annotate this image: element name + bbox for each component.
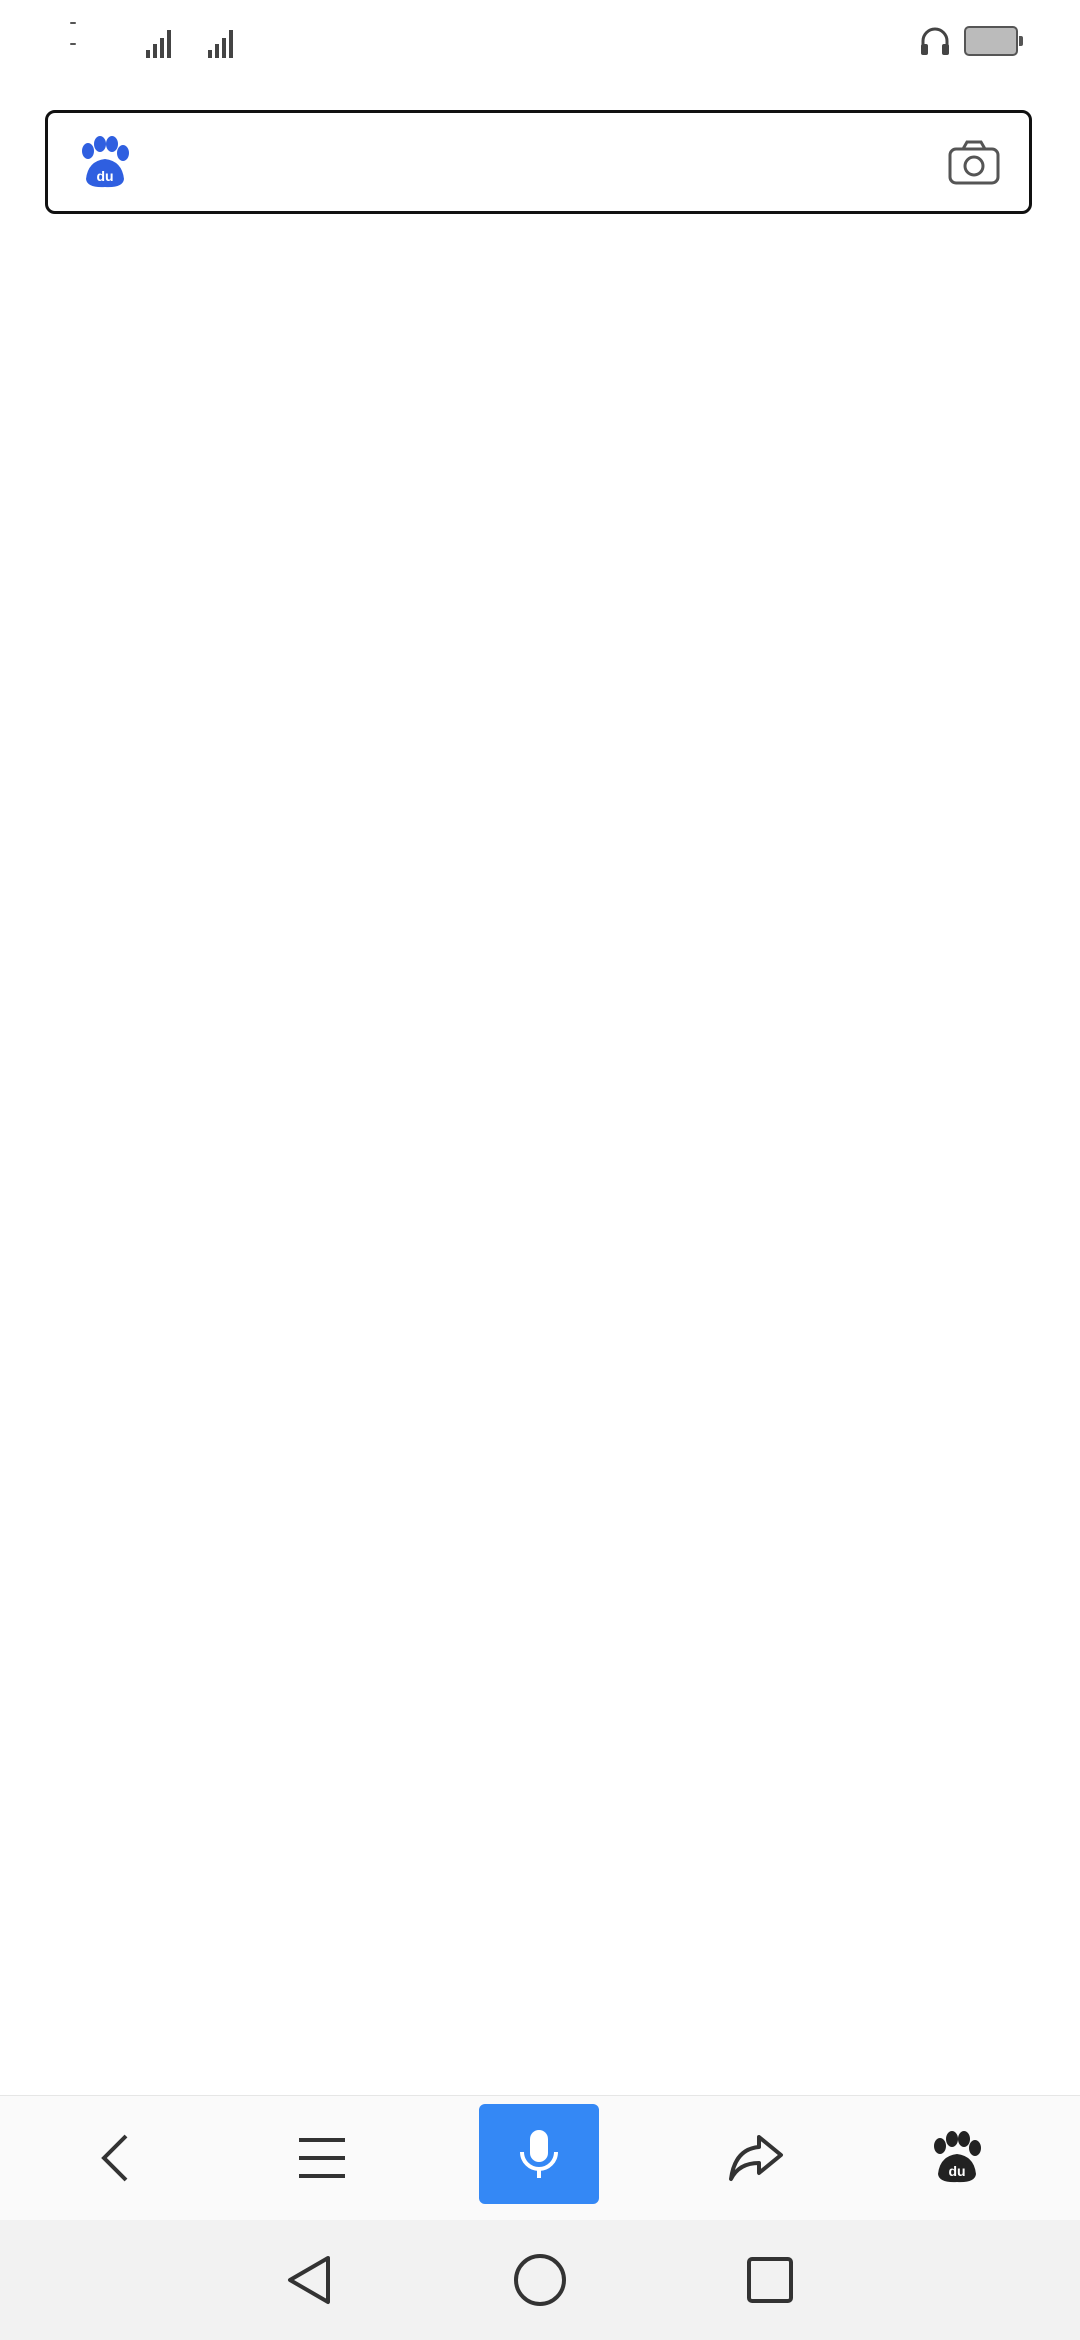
status-right [918, 24, 1030, 58]
system-navigation-bar [0, 2220, 1080, 2340]
system-home-button[interactable] [505, 2245, 575, 2315]
camera-icon[interactable] [947, 139, 1001, 187]
browser-toolbar [0, 2095, 1080, 2221]
svg-text:du: du [948, 2163, 966, 2179]
menu-icon [297, 2136, 347, 2180]
nav-recent-square-icon [745, 2255, 795, 2305]
sim-indicators [70, 18, 76, 60]
site-nav [82, 270, 162, 299]
baidu-paw-icon [76, 135, 132, 191]
system-back-button[interactable] [274, 2245, 344, 2315]
voice-search-button[interactable] [479, 2104, 599, 2204]
menu-button[interactable] [272, 2108, 372, 2208]
search-box[interactable] [45, 110, 1032, 214]
back-button[interactable] [66, 2108, 166, 2208]
back-arrow-icon [96, 2130, 136, 2186]
nav-back-triangle-icon [284, 2252, 334, 2308]
baidu-paw-icon [928, 2130, 984, 2186]
hd-badge-1 [70, 22, 76, 24]
share-button[interactable] [706, 2108, 806, 2208]
share-icon [727, 2133, 785, 2183]
signal-bars-2-icon [208, 22, 233, 58]
svg-text:du: du [96, 168, 114, 184]
status-bar [0, 0, 1080, 100]
headphones-icon [918, 24, 952, 58]
battery-level [964, 26, 1018, 56]
hd-badge-2 [70, 43, 76, 45]
signal-bars-1-icon [146, 22, 171, 58]
microphone-icon [517, 2126, 561, 2182]
baidu-home-button[interactable] [906, 2108, 1006, 2208]
nav-home-circle-icon [512, 2252, 568, 2308]
system-recents-button[interactable] [735, 2245, 805, 2315]
